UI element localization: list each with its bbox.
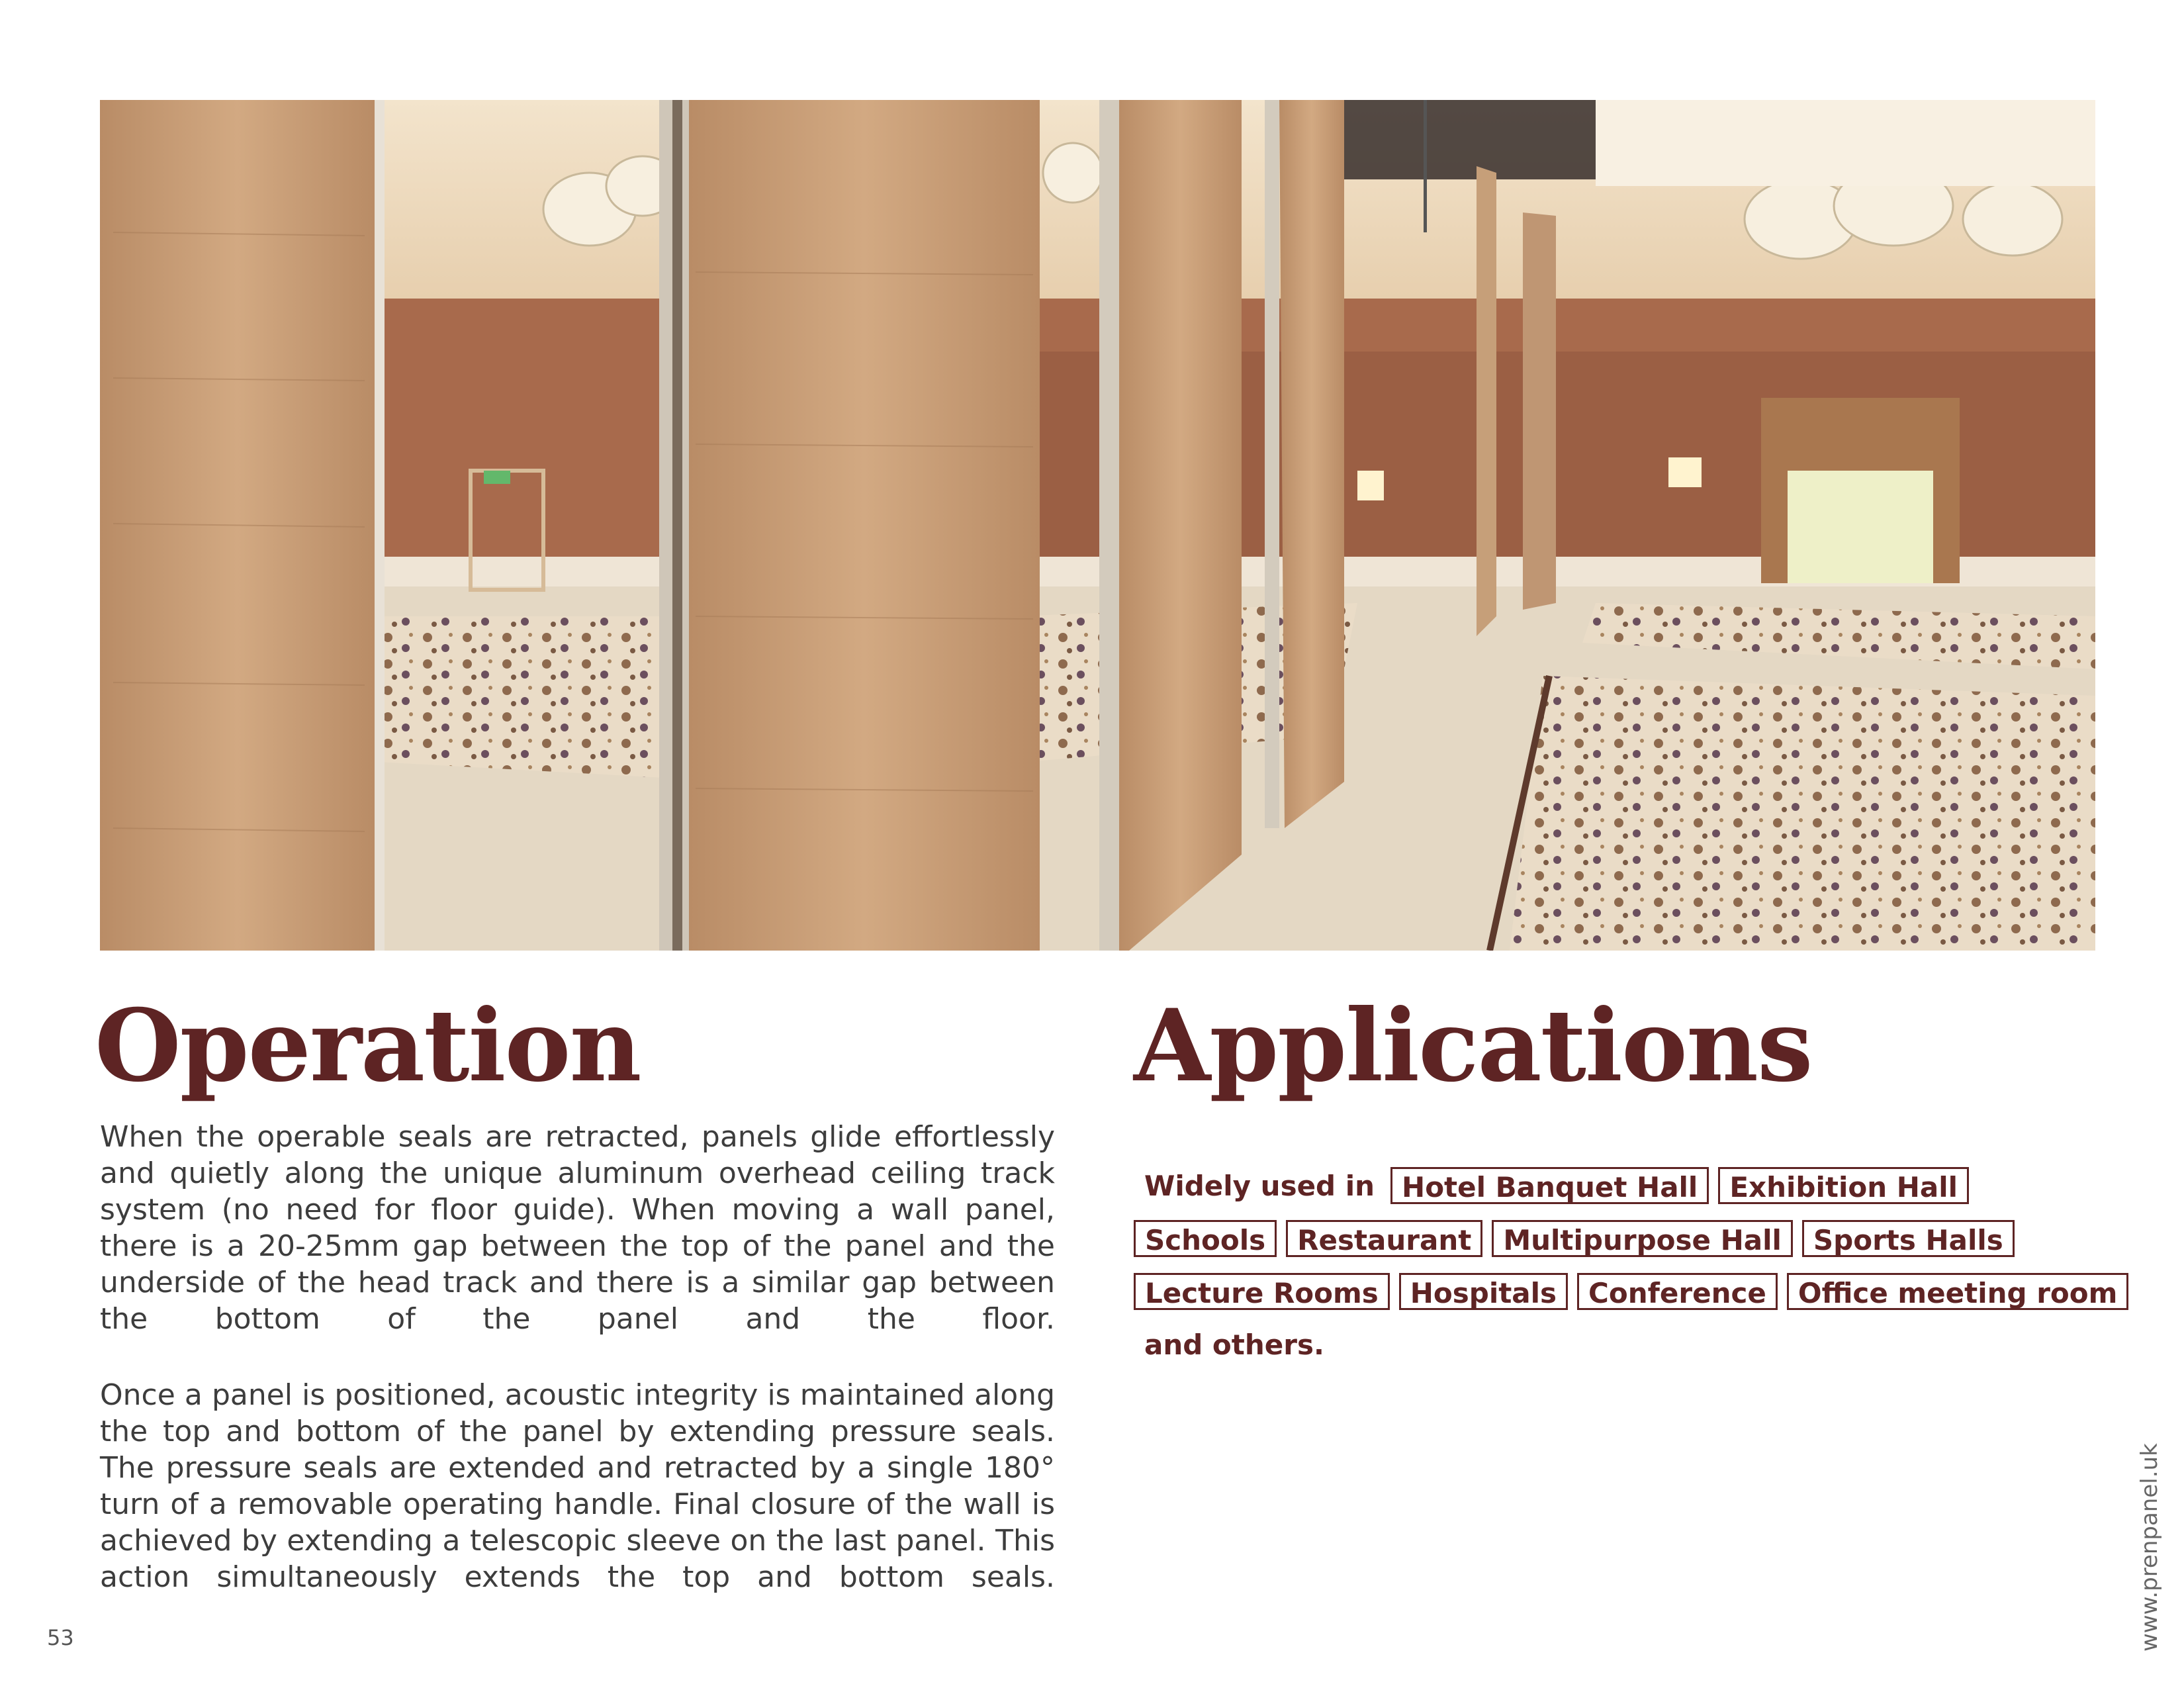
application-tag: Schools xyxy=(1134,1220,1277,1257)
operation-paragraph-1: When the operable seals are retracted, panels glide effortlessly and quietly along the unique aluminum overhead ceiling track system (no need for floor guide). When moving a wall panel, there is a 20-25mm gap between the top of the panel and the underside of the head track and there is a similar gap between the bottom of the panel and the floor. xyxy=(100,1120,1055,1336)
banquet-hall-photo xyxy=(100,100,2095,951)
application-tag: Exhibition Hall xyxy=(1718,1167,1969,1204)
application-tag: Conference xyxy=(1577,1273,1778,1310)
room-illustration xyxy=(100,100,2095,951)
application-tag: Hospitals xyxy=(1399,1273,1568,1310)
page-number: 53 xyxy=(47,1625,74,1650)
applications-row-4 xyxy=(1134,1324,2100,1365)
applications-row-2 xyxy=(1134,1218,2100,1259)
operation-paragraph-2: Once a panel is positioned, acoustic integrity is maintained along the top and bottom of the panel by extending pressure seals. The pressure seals are extended and retracted by a single 180° turn of a removable operating handle. Final closure of the wall is achieved by extending a telescopic sleeve on the last panel. This action simultaneously extends the top and bottom seals. xyxy=(100,1378,1055,1594)
applications-row-3 xyxy=(1134,1271,2118,1312)
applications-tail: and others. xyxy=(1144,1328,1324,1361)
application-tag: Hotel Banquet Hall xyxy=(1390,1167,1709,1204)
applications-list xyxy=(1134,1165,2118,1377)
application-tag: Lecture Rooms xyxy=(1134,1273,1390,1310)
application-tag: Restaurant xyxy=(1286,1220,1482,1257)
applications-lead: Widely used in xyxy=(1144,1169,1375,1202)
applications-heading: Applications xyxy=(1134,988,1812,1104)
application-tag: Sports Halls xyxy=(1802,1220,2015,1257)
website-url[interactable]: www.prenpanel.uk xyxy=(2136,1443,2163,1652)
operation-heading: Operation xyxy=(95,988,641,1104)
application-tag: Multipurpose Hall xyxy=(1492,1220,1793,1257)
applications-row-1 xyxy=(1134,1165,2100,1206)
application-tag: Office meeting room xyxy=(1787,1273,2129,1310)
